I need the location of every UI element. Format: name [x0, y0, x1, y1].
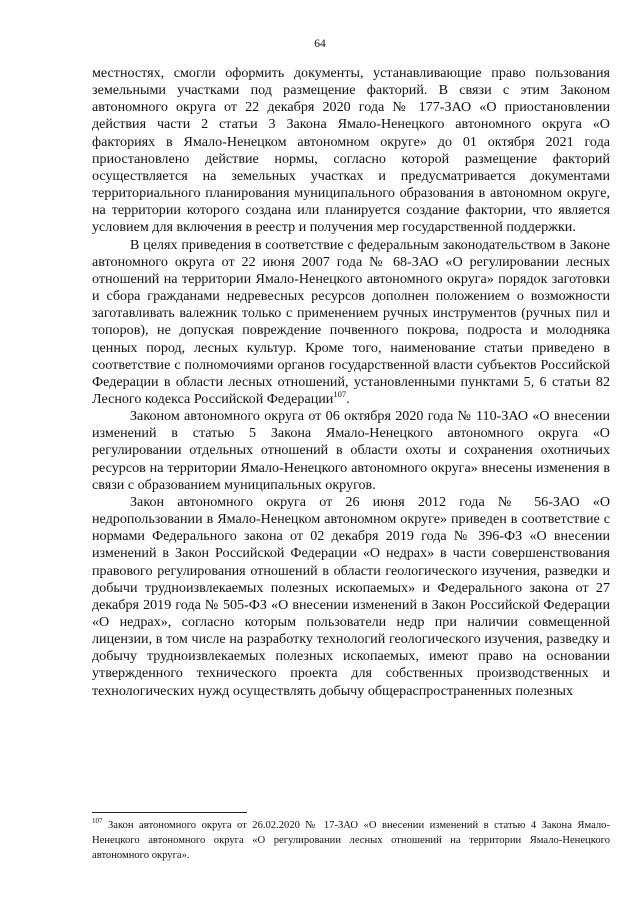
- footnote: [92, 818, 610, 863]
- paragraph-text: Законом автономного округа от 06 октября 2020 года № 110-ЗАО «О внесении изменений в статью 5 Закона Ямало-Ненецкого автономного округа «О регулировании отдельных отношений в области охоты и сохранения охотничьих ресурсов на территории Ямало-Ненецкого автономного округа» внесены изменения в связи с образованием муниципальных округов.: [92, 408, 610, 493]
- paragraph-3: [92, 408, 610, 494]
- footnote-reference[interactable]: 107: [333, 388, 347, 399]
- paragraph-text: Закон автономного округа от 26 июня 2012 года № 56-ЗАО «О недропользовании в Ямало-Ненецком автономном округе» приведен в соответствие с нормами Федерального закона от 02 декабря 2019 года № 396-ФЗ «О внесении изменений в Закон Российской Федерации «О недрах» в части совершенствования правового регулирования отношений в области геологического изучения, разведки и добычи трудноизвлекаемых полезных ископаемых» и Федерального закона от 27 декабря 2019 года № 505-ФЗ «О внесении изменений в Закон Российской Федерации «О недрах», согласно которым пользователи недр при наличии совмещенной лицензии, в том числе на разработку технологий геологического изучения, разведку и добычу трудноизвлекаемых полезных ископаемых, имеют право на основании утвержденного технического проекта для собственных производственных и технологических нужд осуществлять добычу общераспространенных полезных: [92, 493, 610, 699]
- page-number: 64: [314, 38, 326, 50]
- footnote-divider: [92, 812, 247, 813]
- footnote-text: Закон автономного округа от 26.02.2020 № 17-ЗАО «О внесении изменений в статью 4 Закона Ямало-Ненецкого автономного округа «О регулировании лесных отношений на территории Ямало-Ненецкого автономного округа».: [92, 820, 610, 861]
- paragraph-4: [92, 494, 610, 700]
- paragraph-text: местностях, смогли оформить документы, устанавливающие право пользования земельными участками под размещение факторий. В связи с этим Законом автономного округа от 22 декабря 2020 года № 177-ЗАО «О приостановлении действия части 2 статьи 3 Закона Ямало-Ненецкого автономного округа «О факториях в Ямало-Ненецком автономном округе» до 01 октября 2021 года приостановлено действие нормы, согласно которой размещение факторий осуществляется на земельных участках и предусматривается документами территориального планирования муниципального образования в автономном округе, на территории которого создана или планируется создание фактории, что является условием для включения в реестр и получения мер государственной поддержки.: [92, 65, 610, 236]
- paragraph-text: В целях приведения в соответствие с федеральным законодательством в Законе автономного округа от 22 июня 2007 года № 68-ЗАО «О регулировании лесных отношений на территории Ямало-Ненецкого автономного округа» порядок заготовки и сбора гражданами недревесных ресурсов дополнен положением о возможности заготавливать валежник только с применением ручных инструментов (ручных пил и топоров), не допуская повреждение почвенного покрова, подроста и молодняка ценных пород, лесных культур. Кроме того, наименование статьи приведено в соответствие с полномочиями органов государственной власти субъектов Российской Федерации в области лесных отношений, установленными пунктами 5, 6 статьи 82 Лесного кодекса Российской Федерации: [92, 236, 610, 407]
- paragraph-2: [92, 237, 610, 409]
- paragraph-1: [92, 65, 610, 237]
- body-text: [92, 65, 610, 700]
- footnote-number: 107: [92, 817, 103, 825]
- paragraph-tail: .: [346, 390, 350, 407]
